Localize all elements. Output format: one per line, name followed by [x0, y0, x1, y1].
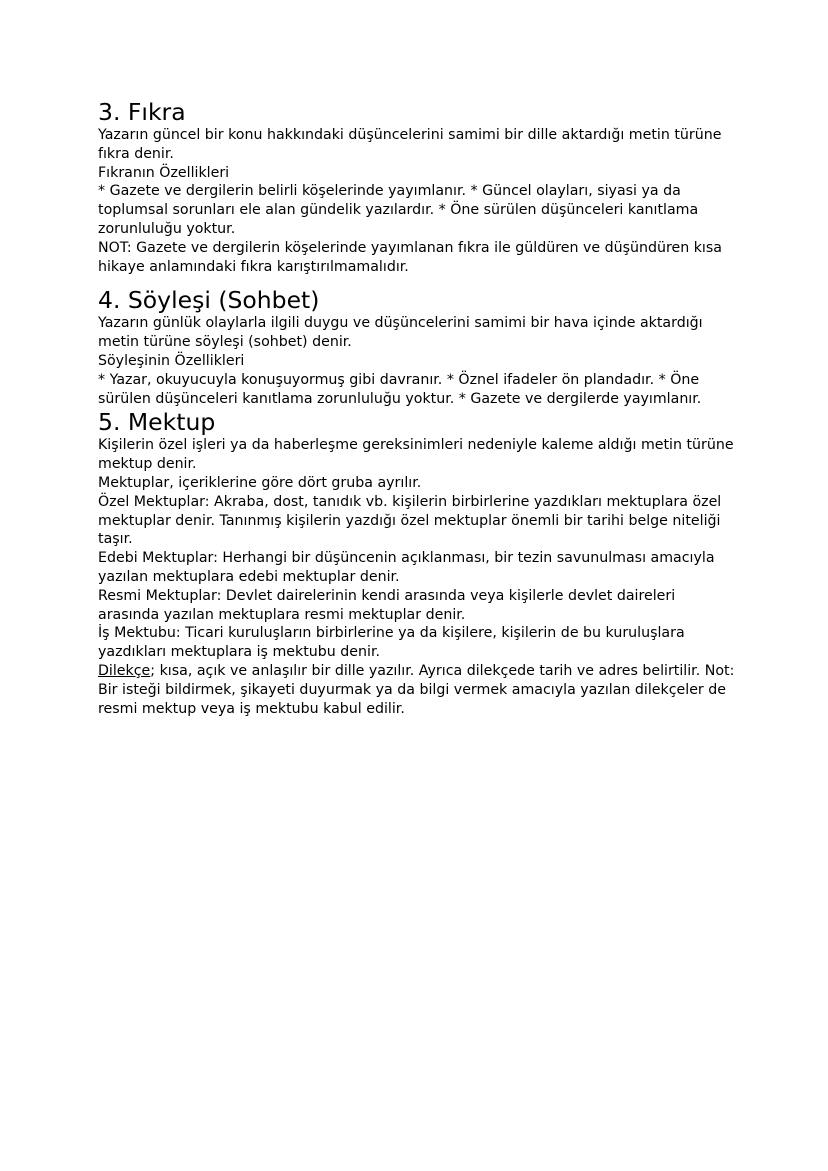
- fikra-intro: Yazarın güncel bir konu hakkındaki düşüncelerini samimi bir dille aktardığı metin türüne fıkra denir.: [98, 127, 722, 162]
- mektup-intro: Kişilerin özel işleri ya da haberleşme gereksinimleri nedeniyle kaleme aldığı metin türüne mektup denir.: [98, 437, 734, 473]
- mektup-dilekce: [98, 662, 738, 718]
- section-heading-fikra: 3. Fıkra: [98, 98, 186, 126]
- fikra-note: NOT: Gazete ve dergilerin köşelerinde yayımlanan fıkra ile güldüren ve düşündüren kısa hikaye anlamındaki fıkra karıştırılmamalıdır.: [98, 239, 722, 275]
- document-page: [98, 98, 738, 718]
- mektup-ozel: Özel Mektuplar: Akraba, dost, tanıdık vb. kişilerin birbirlerine yazdıkları mektuplara özel mektuplar denir. Tanınmış kişilerin yazdığı özel mektuplar önemli bir tarihi belge niteliği taşır.: [98, 493, 722, 548]
- mektup-is: İş Mektubu: Ticari kuruluşların birbirlerine ya da kişilere, kişilerin de bu kuruluşlara yazdıkları mektuplara iş mektubu denir.: [98, 625, 685, 661]
- soylesi-features: * Yazar, okuyucuyla konuşuyormuş gibi davranır. * Öznel ifadeler ön plandadır. * Öne sürülen düşünceleri kanıtlama zorunluluğu yoktur. * Gazete ve dergilerde yayımlanır.: [98, 371, 702, 407]
- section-spacer: [98, 276, 738, 286]
- fikra-features-title: Fıkranın Özellikleri: [98, 164, 230, 181]
- mektup-groups: Mektuplar, içeriklerine göre dört gruba ayrılır.: [98, 474, 422, 491]
- mektup-edebi: Edebi Mektuplar: Herhangi bir düşüncenin açıklanması, bir tezin savunulması amacıyla yazılan mektuplara edebi mektuplar denir.: [98, 550, 715, 585]
- section-heading-soylesi: 4. Söyleşi (Sohbet): [98, 286, 320, 315]
- mektup-resmi: Resmi Mektuplar: Devlet dairelerinin kendi arasında veya kişilerle devlet daireleri arasında yazılan mektuplara resmi mektuplar denir.: [98, 587, 676, 623]
- section-fikra: [98, 98, 738, 276]
- soylesi-intro: Yazarın günlük olaylarla ilgili duygu ve düşüncelerini samimi bir hava içinde aktardığı metin türüne söyleşi (sohbet) denir.: [98, 315, 703, 351]
- section-heading-mektup: 5. Mektup: [98, 408, 216, 437]
- dilekce-text: ; kısa, açık ve anlaşılır bir dille yazılır. Ayrıca dilekçede tarih ve adres belirtilir. Not: Bir isteği bildirmek, şikayeti duyurmak ya da bilgi vermek amacıyla yazılan dilekçeler de resmi mektup veya iş mektubu kabul edilir.: [98, 662, 735, 717]
- fikra-features: * Gazete ve dergilerin belirli köşelerinde yayımlanır. * Güncel olayları, siyasi ya da toplumsal sorunları ele alan gündelik yazılardır. * Öne sürülen düşünceleri kanıtlama zorunluluğu yoktur.: [98, 183, 699, 237]
- soylesi-features-title: Söyleşinin Özellikleri: [98, 352, 245, 369]
- section-soylesi: [98, 286, 738, 408]
- dilekce-underlined-word: Dilekçe: [98, 662, 151, 679]
- section-mektup: [98, 408, 738, 718]
